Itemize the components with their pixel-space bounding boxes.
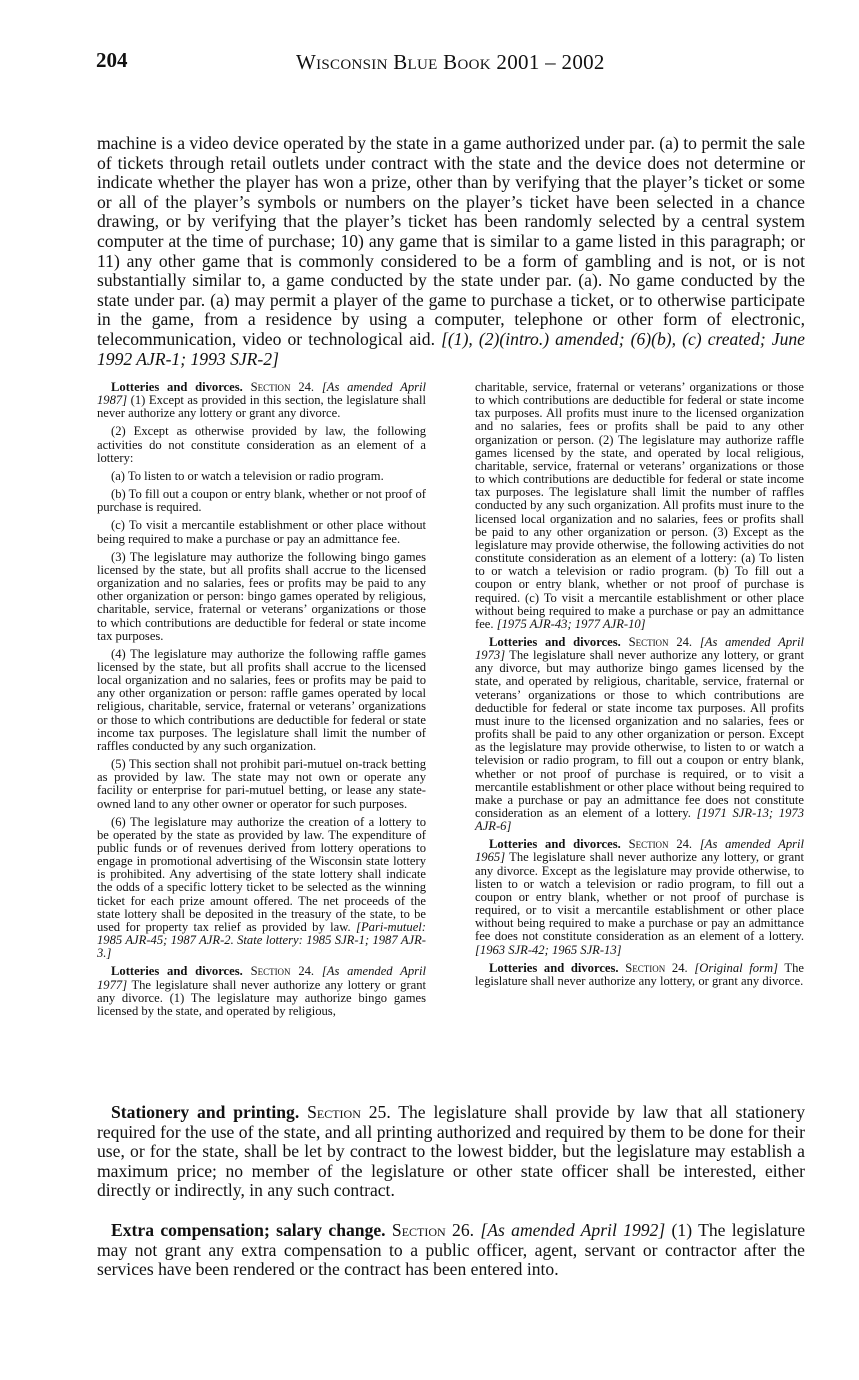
section-label: Section 24.	[250, 964, 315, 979]
section24-1987-p6	[97, 816, 426, 961]
paragraph-text: The legislature shall never authorize any lottery, or grant any divorce, but may authorize bingo games licensed by the state, and operated by religious, charitable, service, fraternal or veterans’ organizations or those to which contributions are deductible for federal or state income tax purposes. All profits must inure to the licensed organization and no salaries, fees or profits shall be paid to any other organization or person. Except as the legislature may provide otherwise, to listen to or watch a television or radio program, to fill out a coupon or entry blank, whether or not proof of purchase is required, or to visit a mercantile establishment or other place without being required to make a purchase or pay an admittance fee does not constitute consideration as an element of a lottery.	[475, 648, 804, 820]
section24-1965	[475, 838, 804, 956]
section24-1987-p4: (4) The legislature may authorize the following raffle games licensed by the state, but all profits shall accrue to the licensed local organization and no salaries, fees or profits may be paid to any other organization or person: raffle games operated by local religious, charitable, service, fraternal or veterans’ organizations or those to which contributions are deductible for federal or state income tax purposes. The legislature shall limit the number of raffles conducted by any such organization.	[97, 646, 426, 753]
section24-1987-p5: (5) This section shall not prohibit pari-mutuel on-track betting as provided by law. The state may not own or operate any facility or enterprise for pari-mutuel betting, or lease any state-owned land to any other owner or operator for such purposes.	[97, 757, 426, 811]
amendment-note: [As amended April 1992]	[480, 1220, 666, 1240]
page-number: 204	[96, 48, 128, 72]
amendment-note: [As amended April 1987]	[97, 380, 427, 408]
page-header	[96, 48, 796, 78]
paragraph-text: (6) The legislature may authorize the creation of a lottery to be operated by the state as provided by law. The expenditure of public funds or of revenues derived from lottery operations to engage in promotional advertising of the Wisconsin state lottery is prohibited. Any advertising of the state lottery shall indicate the odds of a specific lottery ticket to be selected as the winning ticket for each prize amount offered. The net proceeds of the state lottery shall be deposited in the treasury of the state, to be used for property tax relief as provided by law.	[97, 814, 426, 934]
section-label: Section 24.	[628, 634, 693, 649]
intro-paragraph	[97, 134, 805, 369]
paragraph-text: The legislature shall provide by law that all stationery required for the use of the state, and all printing authorized and required by them to be done for their use, or for the state, shall be let by contract to the lowest bidder, but the legislature may establish a maximum price; no member of the legislature or other state officer shall be interested, either directly or indirectly, in any such contract.	[97, 1102, 805, 1201]
amendment-note: [As amended April 1973]	[475, 634, 805, 663]
history-note: [1971 SJR-13; 1973 AJR-6]	[475, 806, 804, 834]
section24-1973	[475, 636, 804, 833]
intro-text: machine is a video device operated by the state in a game authorized under par. (a) to permit the sale of tickets through retail outlets under contract with the state and the device does not determine or indicate whether the player has won a prize, other than by verifying that the player’s ticket or some or all of the player’s symbols or numbers on the player’s ticket have been selected in a chance drawing, or by verifying that the player’s ticket has been randomly selected by a central system computer at the time of purchase; 10) any game that is similar to a game listed in this paragraph; or 11) any other game that is commonly considered to be a form of gambling and is not, or is not substantially similar to, a game conducted by the state under par. (a). No game conducted by the state under par. (a) may permit a player of the game to purchase a ticket, or to otherwise participate in the game, from a residence by using a computer, telephone or other form of electronic, telecommunication, video or technological aid.	[97, 133, 805, 349]
section24-1987-p3: (3) The legislature may authorize the following bingo games licensed by the state, but all profits shall accrue to the licensed organization and no salaries, fees or profits may be paid to any other organization or person: bingo games operated by religious, charitable, service, fraternal or veterans’ organizations or those to which contributions are deductible for federal or state income tax purposes.	[97, 549, 426, 643]
section-heading: Stationery and printing.	[111, 1102, 300, 1122]
section-heading: Lotteries and divorces.	[111, 380, 243, 394]
paragraph-text: The legislature shall never authorize any lottery or grant any divorce. (1) The legislature may authorize bingo games licensed by the state, and operated by religious,	[97, 977, 427, 1018]
section24-1977-cont	[475, 381, 804, 631]
section24-1987-p2a: (a) To listen to or watch a television or radio program.	[111, 468, 384, 483]
section24-1987-p2c: (c) To visit a mercantile establishment or other place without being required to make a purchase or pay an admittance fee.	[97, 518, 426, 546]
history-note: [1975 AJR-43; 1977 AJR-10]	[496, 616, 646, 631]
section-heading: Extra compensation; salary change.	[111, 1220, 386, 1240]
section-heading: Lotteries and divorces.	[111, 964, 243, 979]
amendment-note: [Original form]	[694, 960, 778, 975]
history-note: [1963 SJR-42; 1965 SJR-13]	[475, 942, 622, 957]
paragraph-text: The legislature shall never authorize any lottery, or grant any divorce.	[475, 960, 804, 988]
section-label: Section 24.	[625, 960, 688, 975]
section24-1987-p2b: (b) To fill out a coupon or entry blank, whether or not proof of purchase is required.	[97, 487, 426, 515]
amendment-note: [As amended April 1965]	[475, 837, 805, 865]
history-note: [Pari-mutuel: 1985 AJR-45; 1987 AJR-2. State lottery: 1985 SJR-1; 1987 AJR-3.]	[97, 919, 427, 961]
left-column	[97, 381, 426, 1023]
paragraph-text: (1) Except as provided in this section, the legislature shall never authorize any lottery or grant any divorce.	[97, 393, 426, 421]
intro-history-note: [(1), (2)(intro.) amended; (6)(b), (c) created; June 1992 AJR-1; 1993 SJR-2]	[97, 328, 805, 369]
section24-1987-p2: (2) Except as otherwise provided by law, the following activities do not constitute consideration as an element of a lottery:	[97, 424, 426, 465]
paragraph-text: (1) The legislature may not grant any extra compensation to a public officer, agent, servant or contractor after the services have been rendered or the contract has been entered into.	[97, 1220, 806, 1280]
section24-1987-p1	[97, 381, 426, 420]
section-label: Section 24.	[250, 380, 315, 394]
running-title: Wisconsin Blue Book 2001 – 2002	[296, 50, 605, 74]
paragraph-text: The legislature shall never authorize any lottery, or grant any divorce. Except as the legislature may provide otherwise, to listen to or watch a television or radio program, to fill out a coupon or entry blank, whether or not proof of purchase is required, or to visit a mercantile establishment or other place without being required to make a purchase or pay an admittance fee does not constitute consideration as an element of a lottery.	[475, 850, 804, 944]
section-label: Section 25.	[307, 1102, 391, 1122]
section24-original	[475, 962, 804, 988]
section-heading: Lotteries and divorces.	[489, 960, 619, 975]
section-label: Section 24.	[628, 837, 693, 852]
section25-block	[97, 1103, 805, 1201]
section24-1977-start	[97, 965, 426, 1018]
section-label: Section 26.	[391, 1220, 475, 1240]
right-column	[475, 381, 804, 993]
section26-block	[97, 1221, 805, 1280]
section-heading: Lotteries and divorces.	[489, 634, 621, 649]
amendment-note: [As amended April 1977]	[97, 964, 427, 992]
section-heading: Lotteries and divorces.	[489, 837, 621, 852]
paragraph-text: charitable, service, fraternal or veterans’ organizations or those to which contributions are deductible for federal or state income tax purposes. All profits must inure to the licensed organization and no salaries, fees or profits shall be paid to any other organization or person. (2) The legislature may authorize raffle games licensed by the state, and operated by local religious, charitable, service, fraternal or veterans’ organizations or those to which contributions are deductible for federal or state income tax purposes. The legislature shall limit the number of raffles conducted by any such organization. All profits must inure to the licensed local organization and no salaries, fees or profits shall be paid to any other organization or person. (3) Except as the legislature may provide otherwise, the following activities do not constitute consideration as an element of a lottery: (a) To listen to or watch a television or radio program. (b) To fill out a coupon or entry blank, whether or not proof of purchase is required. (c) To visit a mercantile establishment or other place without being required to make a purchase or pay an admittance fee.	[475, 380, 804, 631]
